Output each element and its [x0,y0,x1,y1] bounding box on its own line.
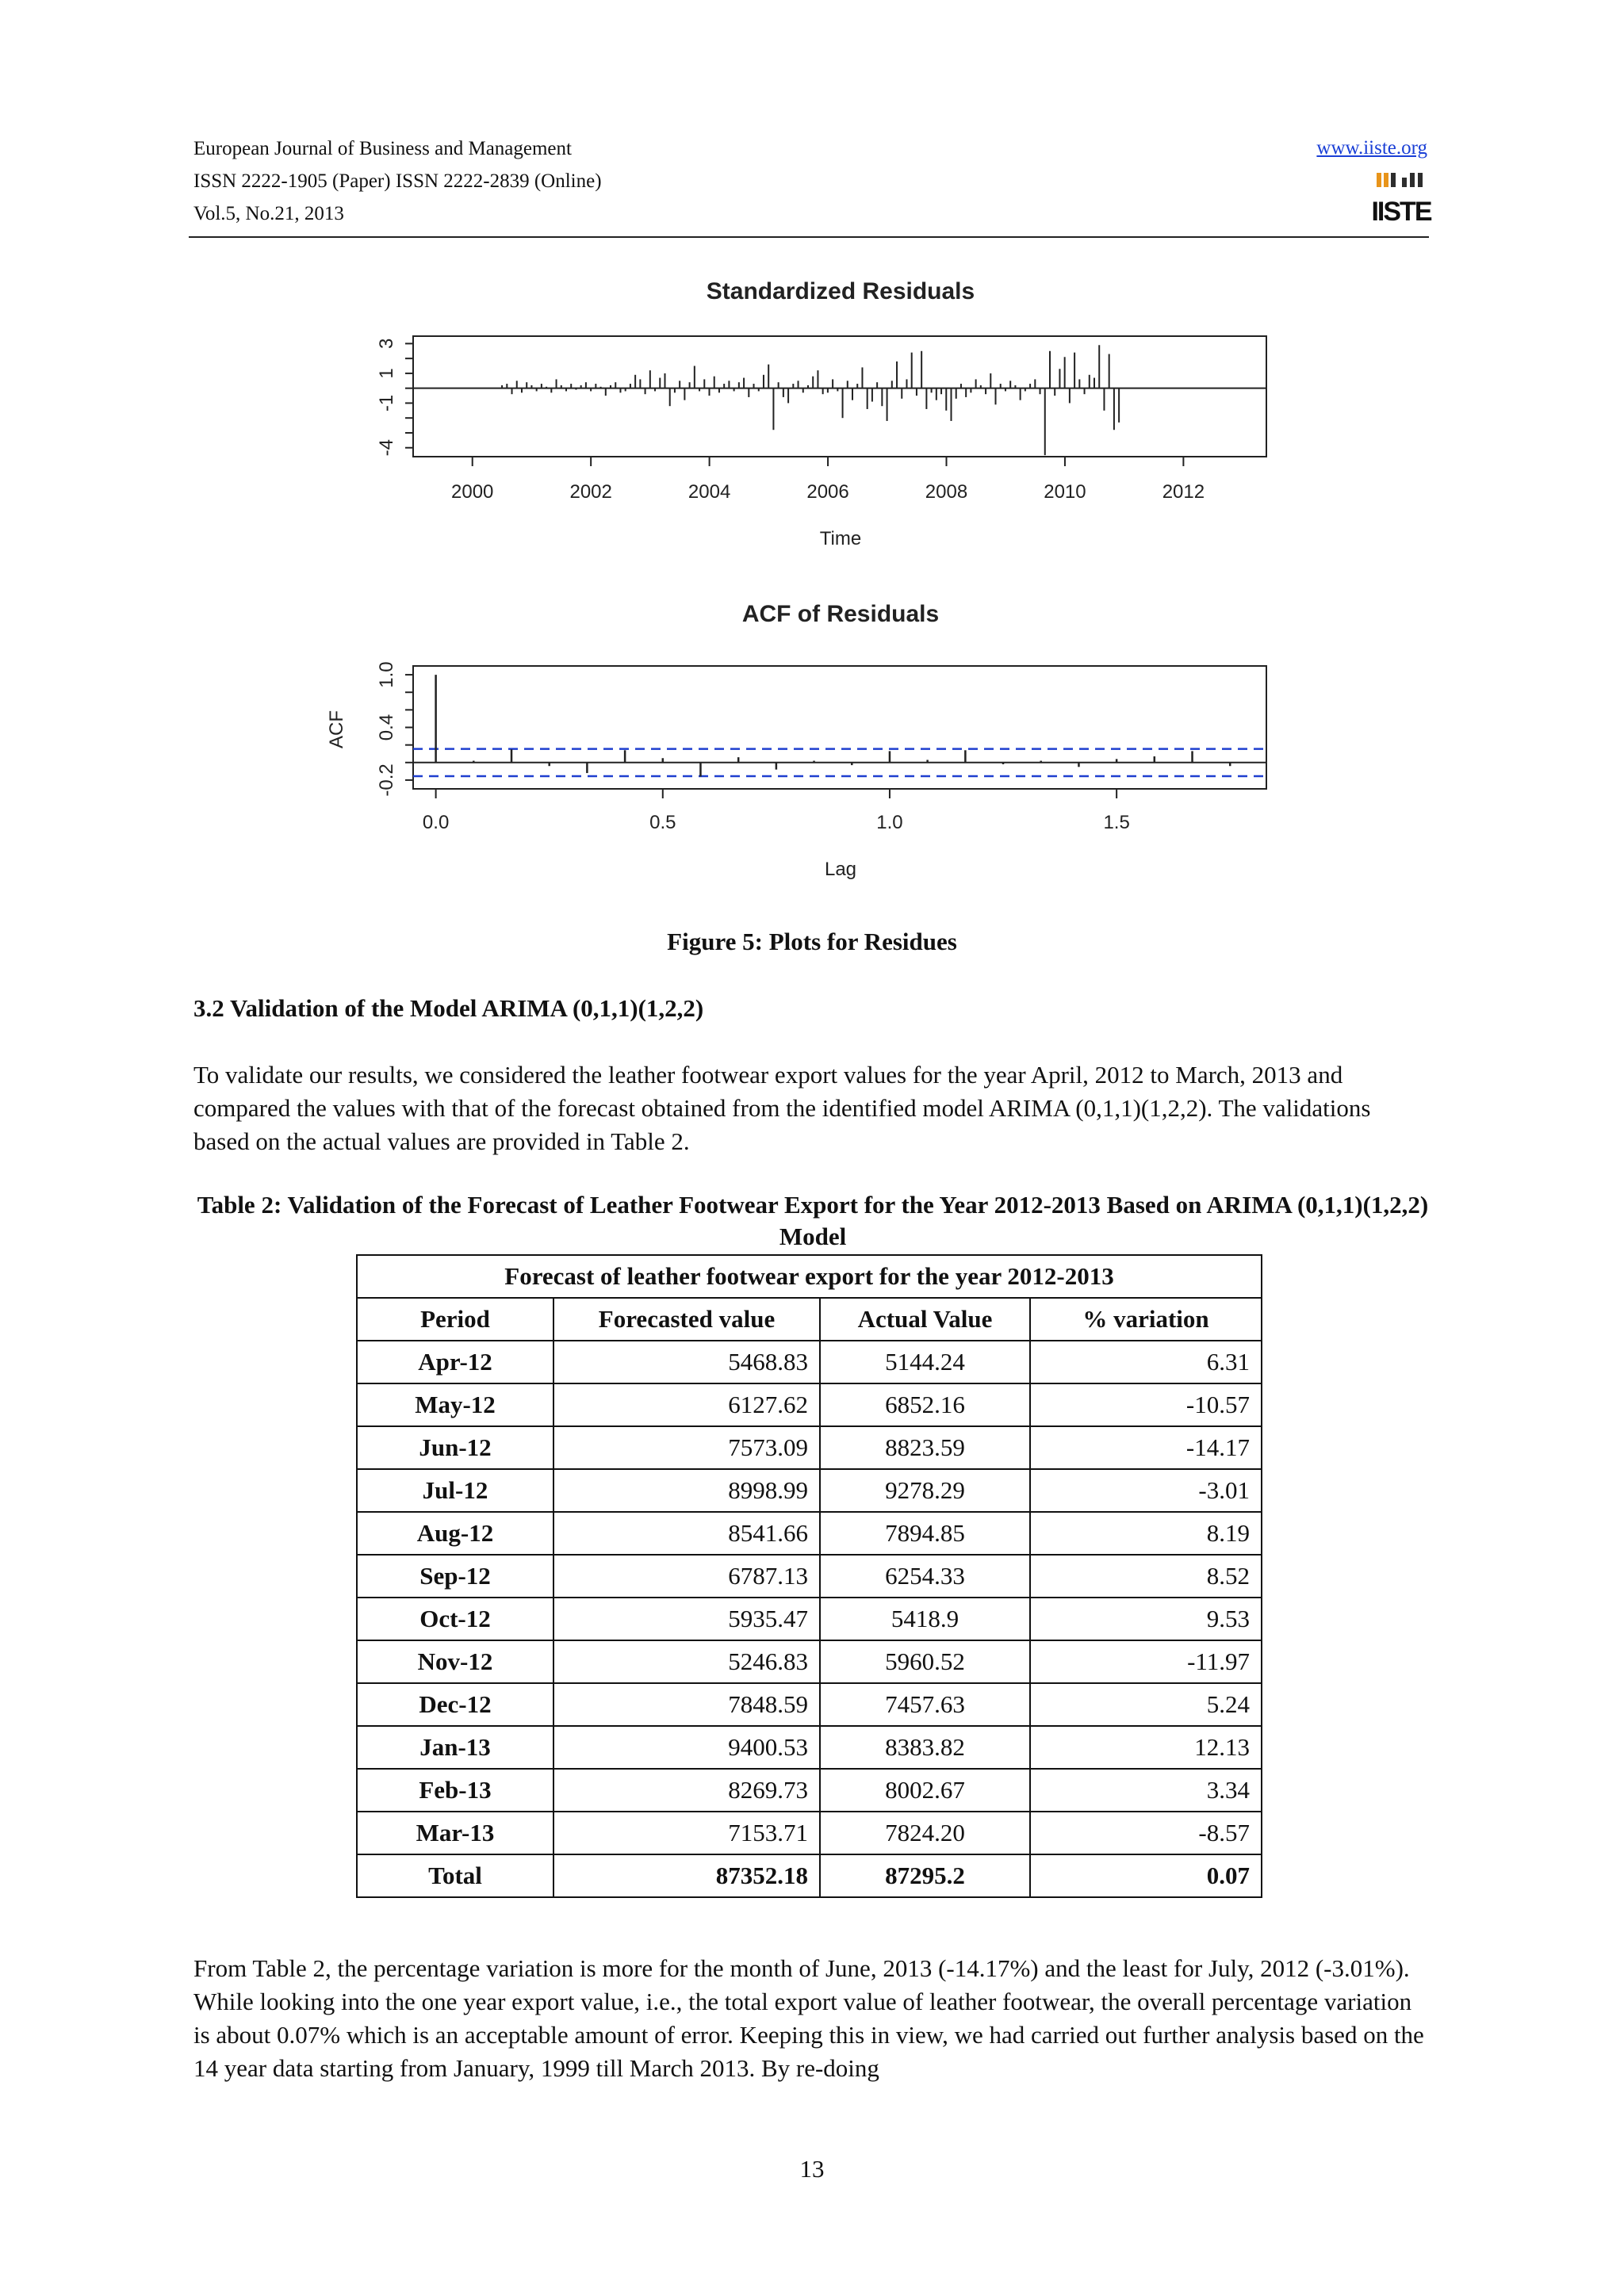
forecast-cell: 6127.62 [553,1383,820,1426]
table-row [357,1640,1262,1683]
forecast-cell: 5935.47 [553,1598,820,1640]
chart-title: ACF of Residuals [741,601,940,627]
table-row [357,1469,1262,1512]
period-cell: Sep-12 [357,1555,553,1598]
period-cell: Aug-12 [357,1512,553,1555]
header-variation: % variation [1030,1298,1262,1341]
period-cell: Jul-12 [357,1469,553,1512]
table-row [357,1769,1262,1812]
variation-cell: -10.57 [1030,1383,1262,1426]
x-tick-label: 1.0 [876,812,903,833]
y-tick-label: 0.4 [376,714,397,741]
period-cell: Total [357,1854,553,1897]
table-row [357,1726,1262,1769]
period-cell: Jan-13 [357,1726,553,1769]
table-row [357,1812,1262,1854]
issn-line: ISSN 2222-1905 (Paper) ISSN 2222-2839 (Online) [193,170,602,192]
x-tick-label: 1.5 [1103,812,1130,833]
x-tick-label: 2008 [925,481,968,503]
header-period: Period [357,1298,553,1341]
table-title: Forecast of leather footwear export for the year 2012-2013 [357,1255,1262,1298]
variation-cell: 8.52 [1030,1555,1262,1598]
table-row [357,1683,1262,1726]
variation-cell: -3.01 [1030,1469,1262,1512]
period-cell: May-12 [357,1383,553,1426]
actual-cell: 8002.67 [820,1769,1030,1812]
forecast-cell: 6787.13 [553,1555,820,1598]
intro-paragraph: To validate our results, we considered the leather footwear export values for the year April, 2012 to March, 2013 and compared the values with that of the forecast obtained from the identified model ARIMA (0,1,1)(1,2,2). The validations based on the actual values are provided in Table 2. [193,1061,1371,1155]
closing-paragraph: From Table 2, the percentage variation is more for the month of June, 2013 (-14.17%) and the least for July, 2012 (-3.01%). While looking into the one year export value, i.e., the total export value of leather footwear, the overall percentage variation is about 0.07% which is an acceptable amount of error. Keeping this in view, we had carried out further analysis based on the 14 year data starting from January, 1999 till March 2013. By re-doing [193,1954,1424,2082]
x-tick-label: 2012 [1162,481,1205,503]
y-tick-label: -1 [376,394,397,412]
actual-cell: 5144.24 [820,1341,1030,1383]
journal-url-link[interactable]: www.iiste.org [1316,137,1427,159]
acf-residuals-chart [326,601,1266,880]
chart-title: Standardized Residuals [706,278,975,304]
x-tick-label: 2000 [451,481,494,503]
forecast-cell: 7573.09 [553,1426,820,1469]
table-total-row [357,1854,1262,1897]
variation-cell: -8.57 [1030,1812,1262,1854]
table-caption: Table 2: Validation of the Forecast of Leather Footwear Export for the Year 2012-2013 Based on ARIMA (0,1,1)(1,2,2) Model [197,1191,1429,1250]
table-row [357,1383,1262,1426]
table-row [357,1341,1262,1383]
actual-cell: 87295.2 [820,1854,1030,1897]
period-cell: Oct-12 [357,1598,553,1640]
period-cell: Feb-13 [357,1769,553,1812]
x-tick-label: 2006 [806,481,849,503]
variation-cell: -11.97 [1030,1640,1262,1683]
x-tick-label: 0.5 [649,812,676,833]
actual-cell: 6852.16 [820,1383,1030,1426]
forecast-cell: 9400.53 [553,1726,820,1769]
variation-cell: -14.17 [1030,1426,1262,1469]
period-cell: Dec-12 [357,1683,553,1726]
forecast-cell: 87352.18 [553,1854,820,1897]
actual-cell: 6254.33 [820,1555,1030,1598]
forecast-cell: 5246.83 [553,1640,820,1683]
actual-cell: 9278.29 [820,1469,1030,1512]
variation-cell: 3.34 [1030,1769,1262,1812]
plot-frame [413,666,1266,789]
actual-cell: 8383.82 [820,1726,1030,1769]
period-cell: Nov-12 [357,1640,553,1683]
x-axis-label: Time [819,528,862,549]
y-tick-label: -0.2 [376,763,397,797]
variation-cell: 5.24 [1030,1683,1262,1726]
actual-cell: 5960.52 [820,1640,1030,1683]
header-actual: Actual Value [820,1298,1030,1341]
x-tick-label: 2002 [569,481,612,503]
table-row [357,1512,1262,1555]
table-row [357,1555,1262,1598]
table-row [357,1426,1262,1469]
y-axis-label: ACF [326,710,347,748]
variation-cell: 8.19 [1030,1512,1262,1555]
validation-table [356,1254,1262,1898]
forecast-cell: 7848.59 [553,1683,820,1726]
period-cell: Apr-12 [357,1341,553,1383]
forecast-cell: 5468.83 [553,1341,820,1383]
journal-title: European Journal of Business and Management [193,138,572,159]
figure-caption: Figure 5: Plots for Residues [667,928,957,955]
actual-cell: 7457.63 [820,1683,1030,1726]
section-heading: 3.2 Validation of the Model ARIMA (0,1,1)(1,2,2) [193,994,704,1022]
volume-line: Vol.5, No.21, 2013 [193,203,344,224]
actual-cell: 7894.85 [820,1512,1030,1555]
period-cell: Jun-12 [357,1426,553,1469]
forecast-cell: 8541.66 [553,1512,820,1555]
forecast-cell: 7153.71 [553,1812,820,1854]
y-tick-label: 1 [376,368,397,379]
y-tick-label: -4 [376,439,397,457]
residual-plots-figure [0,0,1624,904]
x-tick-label: 2010 [1044,481,1086,503]
logo-text: IISTE [1371,197,1431,227]
page-number: 13 [799,2155,825,2183]
table-row [357,1598,1262,1640]
variation-cell: 9.53 [1030,1598,1262,1640]
variation-cell: 6.31 [1030,1341,1262,1383]
actual-cell: 7824.20 [820,1812,1030,1854]
x-tick-label: 0.0 [422,812,450,833]
actual-cell: 5418.9 [820,1598,1030,1640]
plot-frame [413,336,1266,457]
y-tick-label: 1.0 [376,661,397,688]
variation-cell: 12.13 [1030,1726,1262,1769]
x-axis-label: Lag [824,859,857,880]
actual-cell: 8823.59 [820,1426,1030,1469]
forecast-cell: 8998.99 [553,1469,820,1512]
header-forecasted: Forecasted value [553,1298,820,1341]
variation-cell: 0.07 [1030,1854,1262,1897]
period-cell: Mar-13 [357,1812,553,1854]
standardized-residuals-chart [376,278,1266,549]
forecast-cell: 8269.73 [553,1769,820,1812]
y-tick-label: 3 [376,338,397,350]
x-tick-label: 2004 [688,481,731,503]
